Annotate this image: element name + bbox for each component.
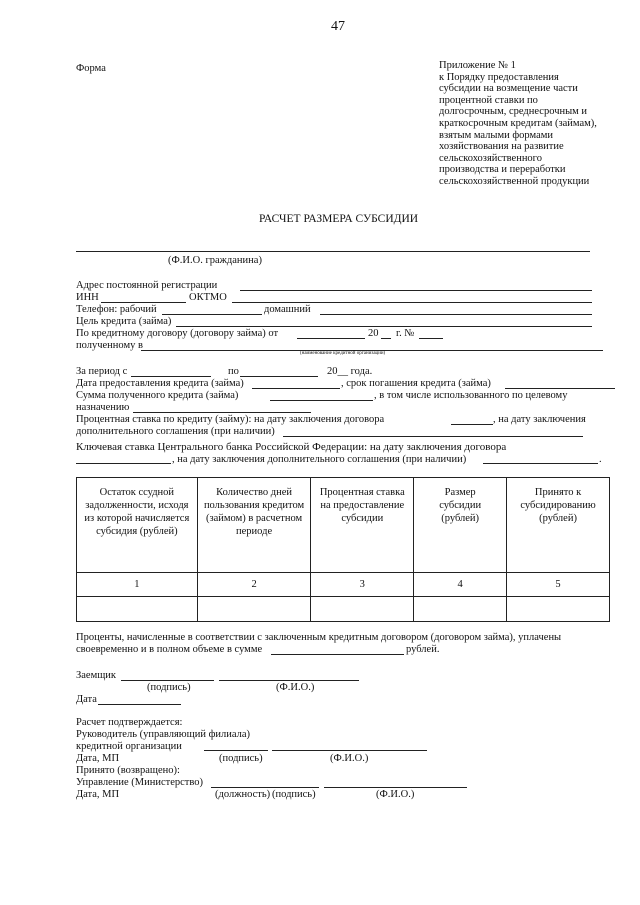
rate-end-label: , на дату заключения <box>493 414 586 425</box>
key-rate-contract-line[interactable] <box>76 463 171 464</box>
period-year-label: 20__ года. <box>327 366 373 377</box>
interest-text-3: рублей. <box>406 644 440 655</box>
interest-text-2: своевременно и в полном объеме в сумме <box>76 644 263 655</box>
contract-date-line[interactable] <box>297 338 365 339</box>
rate-addl-label: дополнительного соглашения (при наличии) <box>76 426 275 437</box>
sign-caption: (подпись) <box>147 682 191 693</box>
date-line[interactable] <box>98 704 181 705</box>
key-rate-label-2: , на дату заключения дополнительного соглашения (при наличии) <box>172 454 467 465</box>
contract-number-line[interactable] <box>419 338 443 339</box>
table-row <box>77 597 610 622</box>
fio-caption: (Ф.И.О.) <box>330 753 369 764</box>
appendix-line: взятым малыми формами <box>439 129 553 141</box>
appendix-line: хозяйствования на развитие <box>439 141 564 153</box>
sum-received-label: Сумма полученного кредита (займа) <box>76 390 239 401</box>
date-mp-label: Дата, МП <box>76 789 120 800</box>
period-to-label: по <box>228 366 239 377</box>
sum-target-label: , в том числе использованного по целевому <box>374 390 568 401</box>
contract-number-label: г. № <box>396 328 415 339</box>
date-issue-line[interactable] <box>252 388 340 389</box>
period-from-label: За период с <box>76 366 128 377</box>
appendix-line: долгосрочным, среднесрочным и <box>439 106 588 118</box>
date-label: Дата <box>76 694 97 705</box>
header-cell: Принято к субсидированию (рублей) <box>507 478 610 573</box>
column-number: 4 <box>414 573 507 597</box>
document-title: РАСЧЕТ РАЗМЕРА СУБСИДИИ <box>259 213 419 225</box>
interest-sum-line[interactable] <box>271 654 404 655</box>
appendix-title: Приложение № 1 <box>439 60 516 71</box>
fio-caption: (Ф.И.О.) <box>276 682 315 693</box>
address-label: Адрес постоянной регистрации <box>76 280 218 291</box>
ministry-label: Управление (Министерство) <box>76 777 204 788</box>
table-cell[interactable] <box>414 597 507 622</box>
received-label: полученному в <box>76 340 143 351</box>
sum-target-line[interactable] <box>133 412 311 413</box>
bank-fio-line[interactable] <box>272 750 427 751</box>
table-cell[interactable] <box>507 597 610 622</box>
contract-year-line[interactable] <box>381 338 391 339</box>
column-number: 2 <box>197 573 311 597</box>
bank-sign-line[interactable] <box>204 750 268 751</box>
appendix-line: сельскохозяйственного <box>439 152 542 164</box>
oktmo-input-line[interactable] <box>232 302 592 303</box>
oktmo-label: ОКТМО <box>189 292 227 303</box>
credit-org-caption: (наименование кредитной организации) <box>300 351 386 356</box>
ministry-fio-line[interactable] <box>324 787 467 788</box>
column-number: 3 <box>311 573 414 597</box>
purpose-word: назначению <box>76 402 130 413</box>
date-mp-label: Дата, МП <box>76 753 120 764</box>
header-cell: Размер субсидии (рублей) <box>414 478 507 573</box>
fio-input-line[interactable] <box>76 251 590 252</box>
period-to-line[interactable] <box>240 376 318 377</box>
phone-work-input-line[interactable] <box>162 314 262 315</box>
repay-label: , срок погашения кредита (займа) <box>341 378 491 389</box>
fio-caption: (Ф.И.О.) <box>376 789 415 800</box>
sign-caption: (подпись) <box>219 753 263 764</box>
subsidy-table <box>76 477 610 622</box>
key-rate-end: . <box>599 454 602 465</box>
accepted-label: Принято (возвращено): <box>76 765 180 776</box>
confirm-label: Расчет подтверждается: <box>76 717 183 728</box>
contract-year-prefix: 20 <box>368 328 379 339</box>
period-from-line[interactable] <box>131 376 211 377</box>
borrower-sign-line[interactable] <box>121 680 214 681</box>
purpose-input-line[interactable] <box>176 326 592 327</box>
fio-caption: (Ф.И.О. гражданина) <box>168 255 262 266</box>
borrower-label: Заемщик <box>76 670 117 681</box>
date-issue-label: Дата предоставления кредита (займа) <box>76 378 244 389</box>
credit-org-label: кредитной организации <box>76 741 182 752</box>
borrower-fio-line[interactable] <box>219 680 359 681</box>
header-cell: Количество дней пользования кредитом (займом) в расчетном периоде <box>197 478 311 573</box>
key-rate-addl-line[interactable] <box>483 463 598 464</box>
head-label: Руководитель (управляющий филиала) <box>76 729 250 740</box>
appendix-line: краткосрочным кредитам (займам), <box>439 117 597 129</box>
contract-label: По кредитному договору (договору займа) от <box>76 328 279 339</box>
table-header-row <box>77 478 610 573</box>
sign-caption: (подпись) <box>272 789 316 800</box>
appendix-line: сельскохозяйственной продукции <box>439 175 590 187</box>
address-input-line[interactable] <box>240 290 592 291</box>
ministry-position-line[interactable] <box>211 787 319 788</box>
appendix-block <box>439 60 597 188</box>
repay-date-line[interactable] <box>505 388 615 389</box>
header-cell: Остаток ссудной задолженности, исходя из которой начисляется субсидия (рублей) <box>77 478 198 573</box>
phone-home-label: домашний <box>264 304 311 315</box>
table-cell[interactable] <box>311 597 414 622</box>
inn-input-line[interactable] <box>101 302 186 303</box>
appendix-line: к Порядку предоставления <box>439 71 559 83</box>
header-cell: Процентная ставка на предоставление субсидии <box>311 478 414 573</box>
form-label: Форма <box>76 63 106 74</box>
interest-text-1: Проценты, начисленные в соответствии с заключенным кредитным договором (договором займа), уплачены <box>76 632 562 643</box>
appendix-line: субсидии на возмещение части <box>439 83 578 95</box>
rate-addl-line[interactable] <box>283 436 583 437</box>
rate-label: Процентная ставка по кредиту (займу): на дату заключения договора <box>76 414 385 425</box>
phone-work-label: Телефон: рабочий <box>76 304 157 315</box>
sum-received-line[interactable] <box>270 400 373 401</box>
table-cell[interactable] <box>77 597 198 622</box>
table-cell[interactable] <box>197 597 311 622</box>
page-number: 47 <box>331 19 345 34</box>
key-rate-label: Ключевая ставка Центрального банка Российской Федерации: на дату заключения договора <box>76 441 507 453</box>
rate-contract-line[interactable] <box>451 424 493 425</box>
table-number-row <box>77 573 610 597</box>
column-number: 1 <box>77 573 198 597</box>
appendix-line: процентной ставки по <box>439 94 538 106</box>
inn-label: ИНН <box>76 292 99 303</box>
position-caption: (должность) <box>215 789 271 800</box>
phone-home-input-line[interactable] <box>320 314 592 315</box>
column-number: 5 <box>507 573 610 597</box>
appendix-line: производства и переработки <box>439 164 566 176</box>
purpose-label: Цель кредита (займа) <box>76 316 172 327</box>
